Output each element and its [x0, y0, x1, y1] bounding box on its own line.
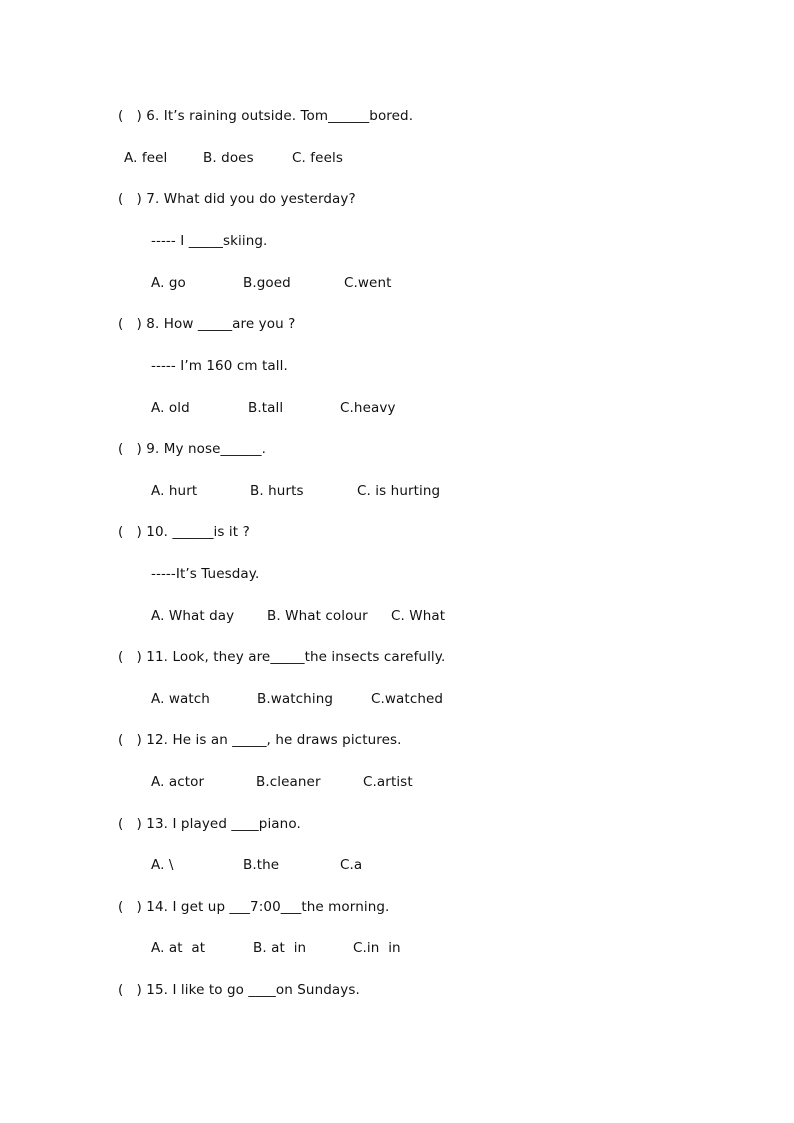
question-11-stem: ( ) 11. Look, they are_____the insects carefully.	[118, 649, 446, 665]
question-9-option-a: A. hurt	[151, 483, 198, 499]
question-11-option-c: C.watched	[371, 691, 444, 707]
question-11-option-b: B.watching	[257, 691, 334, 707]
question-7-option-b: B.goed	[243, 275, 291, 291]
question-7-stem: ( ) 7. What did you do yesterday?	[118, 191, 356, 207]
question-10-answer: -----It’s Tuesday.	[151, 566, 260, 582]
question-6-option-a: A. feel	[124, 150, 168, 166]
question-13-stem: ( ) 13. I played ____piano.	[118, 816, 301, 832]
question-15-stem: ( ) 15. I like to go ____on Sundays.	[118, 982, 360, 998]
question-9-stem: ( ) 9. My nose______.	[118, 441, 267, 457]
question-6-stem: ( ) 6. It’s raining outside. Tom______bored.	[118, 108, 414, 124]
question-8-option-a: A. old	[151, 400, 190, 416]
question-14-option-c: C.in in	[353, 940, 401, 956]
question-7-answer: ----- I _____skiing.	[151, 233, 268, 249]
question-12-option-b: B.cleaner	[256, 774, 321, 790]
question-9-option-c: C. is hurting	[357, 483, 441, 499]
question-8-option-c: C.heavy	[340, 400, 396, 416]
question-12-option-c: C.artist	[363, 774, 413, 790]
question-14-option-b: B. at in	[253, 940, 307, 956]
question-14-option-a: A. at at	[151, 940, 206, 956]
question-8-answer: ----- I’m 160 cm tall.	[151, 358, 288, 374]
question-7-option-c: C.went	[344, 275, 392, 291]
question-7-option-a: A. go	[151, 275, 186, 291]
question-6-option-c: C. feels	[292, 150, 343, 166]
question-12-stem: ( ) 12. He is an _____, he draws pictures.	[118, 732, 402, 748]
question-8-option-b: B.tall	[248, 400, 284, 416]
question-10-option-b: B. What colour	[267, 608, 368, 624]
question-13-option-b: B.the	[243, 857, 280, 873]
question-10-option-c: C. What	[391, 608, 446, 624]
question-10-option-a: A. What day	[151, 608, 235, 624]
question-8-stem: ( ) 8. How _____are you ?	[118, 316, 296, 332]
question-11-option-a: A. watch	[151, 691, 210, 707]
question-6-option-b: B. does	[203, 150, 254, 166]
question-13-option-c: C.a	[340, 857, 363, 873]
question-10-stem: ( ) 10. ______is it ?	[118, 524, 250, 540]
question-13-option-a: A. \	[151, 857, 174, 873]
question-14-stem: ( ) 14. I get up ___7:00___the morning.	[118, 899, 390, 915]
question-9-option-b: B. hurts	[250, 483, 304, 499]
question-12-option-a: A. actor	[151, 774, 205, 790]
